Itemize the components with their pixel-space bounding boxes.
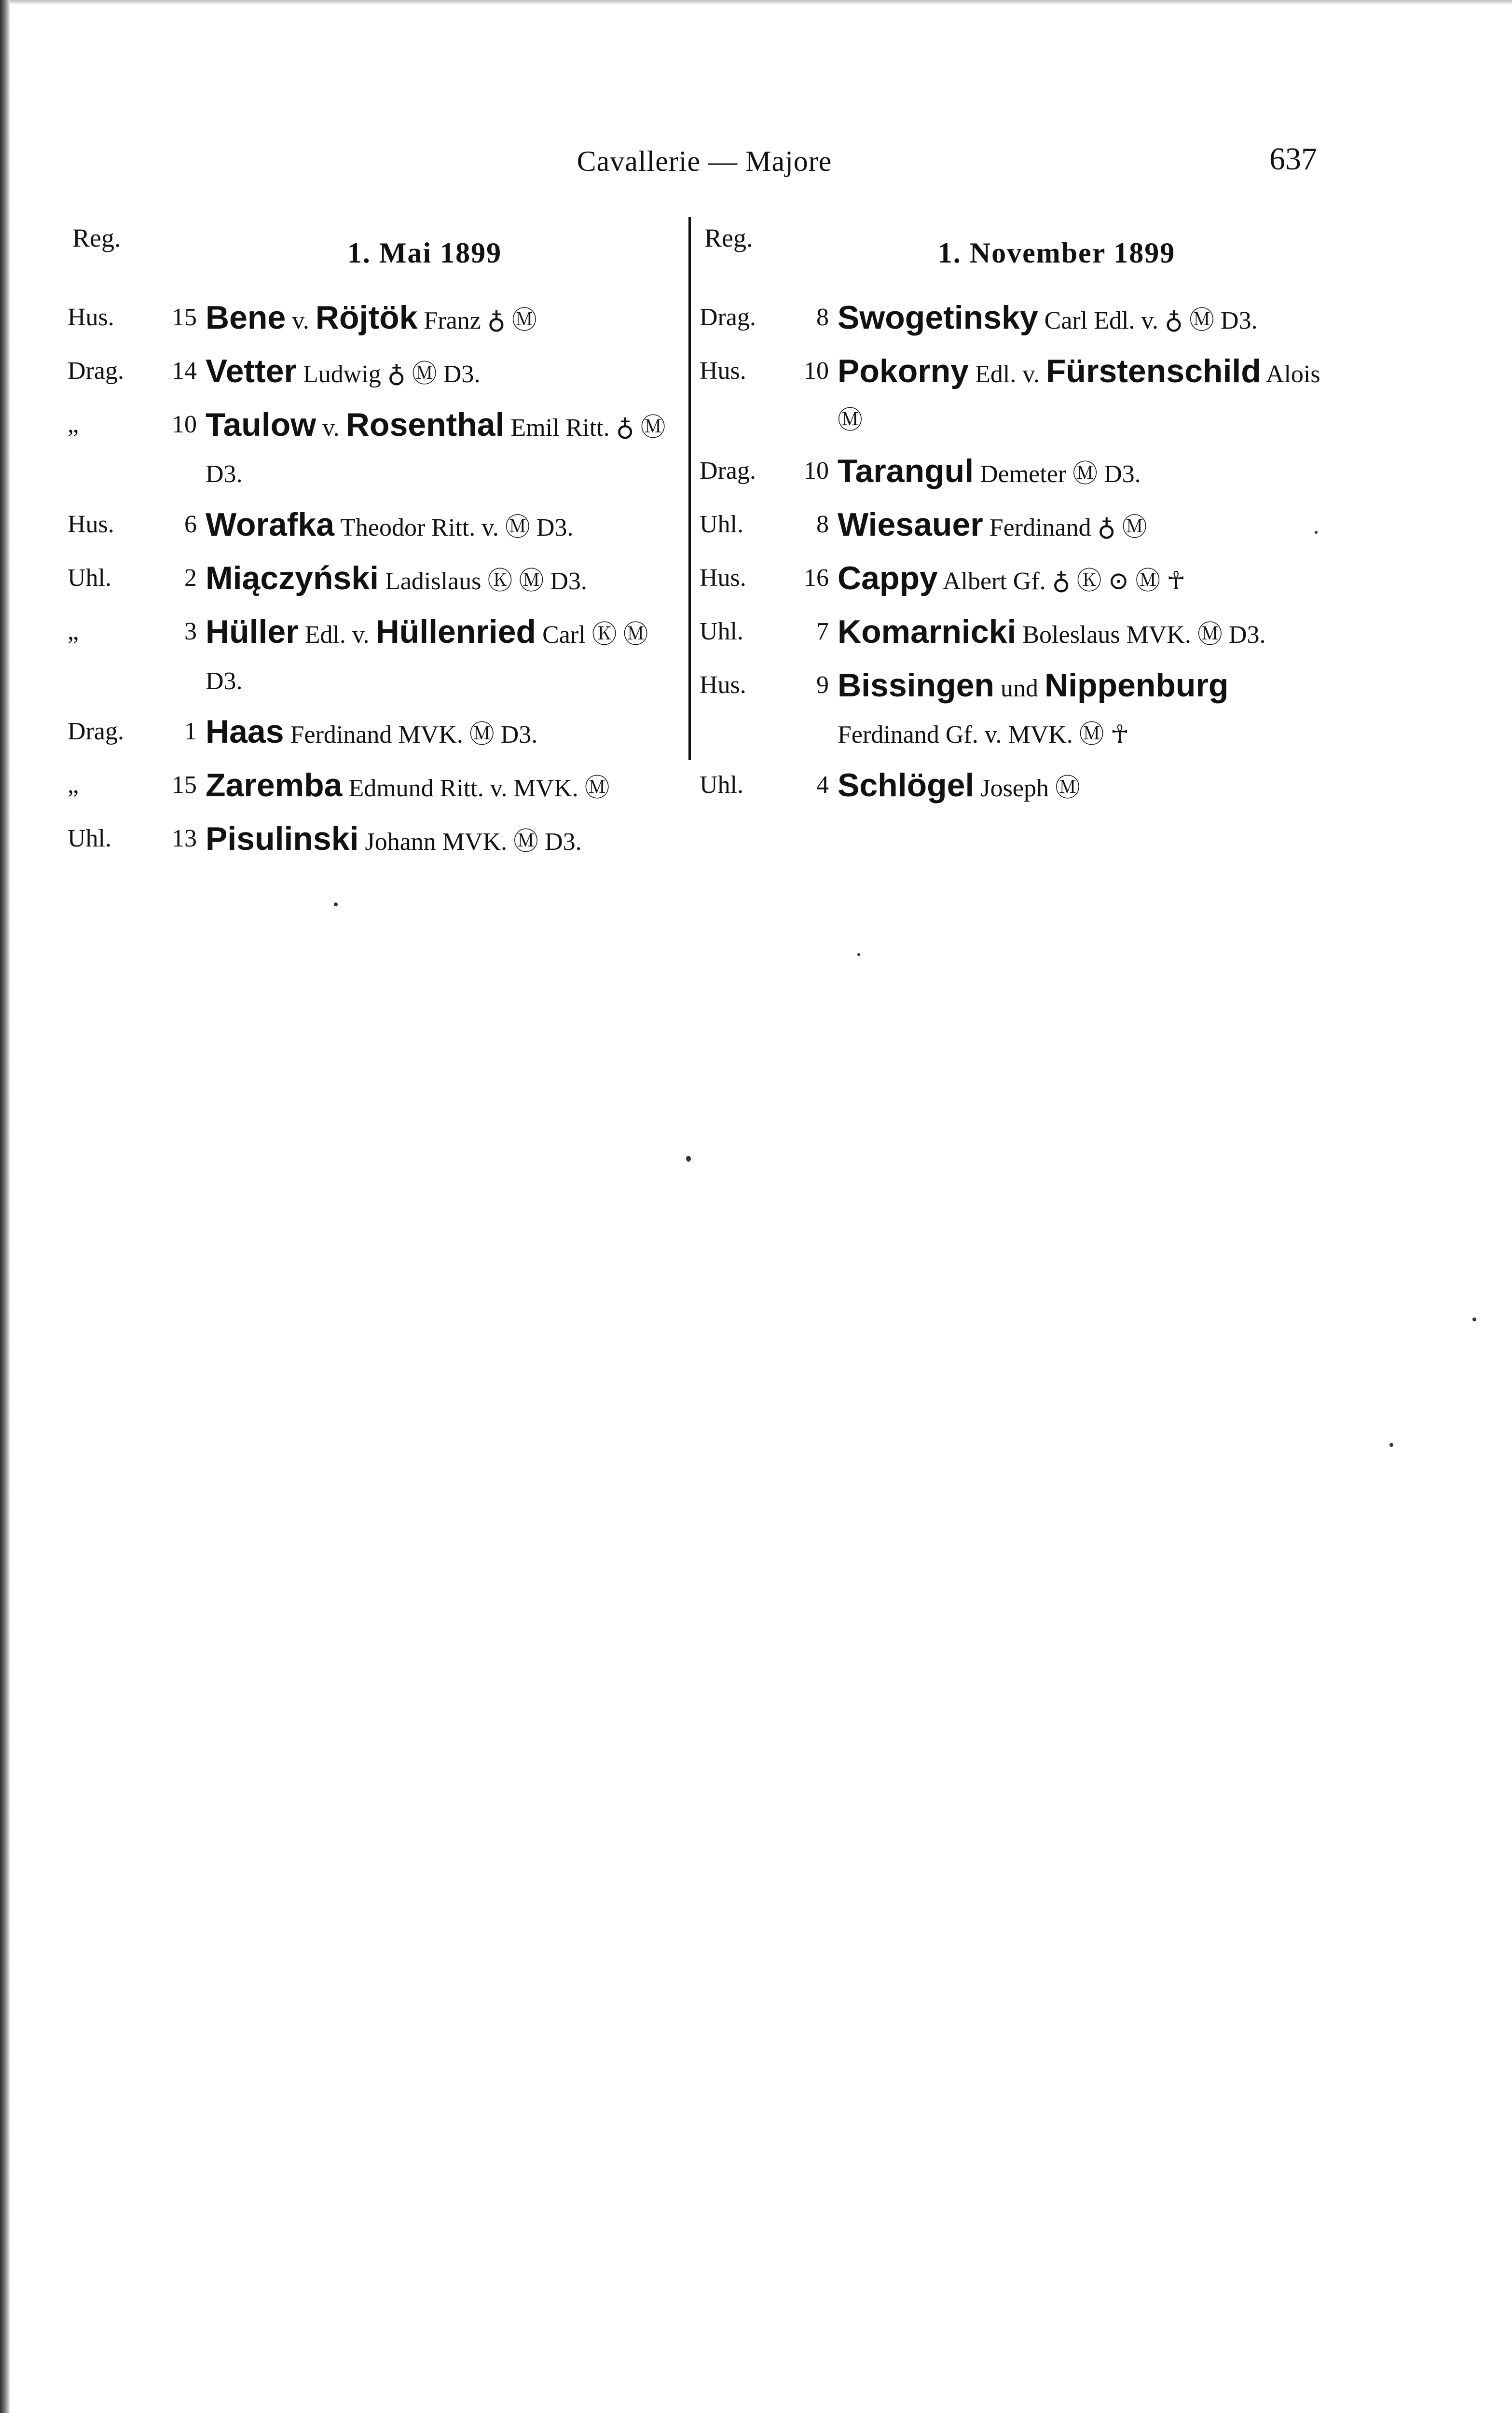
- page-spine-edge: [0, 0, 10, 2413]
- regiment-type: Hus.: [700, 357, 746, 385]
- officer-surname: Rosenthal: [345, 406, 505, 443]
- regiment-number: 8: [816, 304, 829, 331]
- heading-november-1899: 1. November 1899: [937, 237, 1176, 269]
- regiment-type: Hus.: [68, 304, 114, 331]
- officer-entry: [68, 402, 685, 498]
- regiment-type: „: [68, 618, 79, 645]
- regiment-number: 10: [172, 411, 197, 438]
- officer-surname: Worafka: [206, 506, 335, 543]
- officer-detail-text: und: [994, 675, 1045, 702]
- officer-details: [206, 609, 685, 705]
- officer-surname: Hüllenried: [375, 613, 536, 650]
- officer-detail-text: Emil Ritt. ♁ Ⓜ D3.: [206, 414, 666, 488]
- scan-speck: [1315, 531, 1318, 534]
- officer-entry: [700, 448, 1327, 498]
- officer-details: [206, 294, 685, 344]
- officer-detail-text: Theodor Ritt. v. Ⓜ D3.: [334, 514, 574, 541]
- officer-detail-text: Ladislaus Ⓚ Ⓜ D3.: [379, 568, 587, 595]
- officer-detail-text: Johann MVK. Ⓜ D3.: [358, 828, 582, 856]
- officer-detail-text: Demeter Ⓜ D3.: [974, 460, 1141, 488]
- regiment-type: Hus.: [700, 671, 746, 699]
- officer-entry: [700, 555, 1327, 605]
- officer-detail-text: Edl. v.: [969, 361, 1046, 388]
- regiment-type: „: [68, 411, 79, 438]
- officer-surname: Pisulinski: [206, 820, 359, 857]
- regiment-number: 10: [804, 357, 829, 385]
- reg-label-right: Reg.: [704, 223, 753, 252]
- officer-details: [838, 448, 1327, 498]
- officer-entry: [68, 555, 685, 605]
- regiment-type: Uhl.: [700, 511, 743, 538]
- regiment-type: Drag.: [68, 357, 124, 385]
- officer-detail-text: Franz ♁ Ⓜ: [417, 307, 537, 334]
- regiment-number: 9: [816, 671, 829, 699]
- officer-entry: [68, 609, 685, 705]
- officer-entry: [68, 501, 685, 551]
- officer-detail-text: Ferdinand ♁ Ⓜ: [983, 514, 1147, 541]
- officer-surname: Bissingen: [838, 667, 994, 704]
- page-number: 637: [1269, 141, 1317, 177]
- officer-surname: Nippenburg: [1044, 667, 1229, 704]
- officer-surname: Cappy: [838, 560, 938, 596]
- officer-entry: [68, 348, 685, 398]
- column-divider: [688, 217, 691, 760]
- officer-details: [206, 816, 685, 865]
- officer-details: [838, 662, 1327, 758]
- regiment-type: Uhl.: [700, 771, 743, 799]
- officer-surname: Haas: [206, 713, 284, 750]
- regiment-number: 6: [184, 511, 197, 538]
- regiment-type: Uhl.: [700, 618, 743, 645]
- officer-details: [838, 762, 1327, 812]
- officer-detail-text: Carl Ⓚ Ⓜ D3.: [206, 621, 648, 695]
- officer-detail-text: Ferdinand MVK. Ⓜ D3.: [284, 721, 538, 749]
- officer-detail-text: Joseph Ⓜ: [974, 775, 1080, 802]
- page-top-edge: [10, 0, 1512, 5]
- officer-entry: [700, 762, 1327, 812]
- officer-detail-text: Albert Gf. ♁ Ⓚ ⊙ Ⓜ ☥: [937, 568, 1186, 595]
- entry-list-left: [68, 294, 685, 869]
- officer-details: [206, 501, 685, 551]
- regiment-type: Uhl.: [68, 564, 111, 592]
- officer-details: [838, 609, 1327, 658]
- regiment-type: Drag.: [700, 304, 756, 331]
- officer-details: [838, 501, 1327, 551]
- officer-details: [206, 708, 685, 758]
- scan-speck: [857, 953, 860, 956]
- officer-details: [838, 348, 1327, 444]
- scan-speck: [686, 1156, 691, 1162]
- officer-surname: Miączyński: [206, 560, 379, 596]
- officer-entry: [700, 294, 1327, 344]
- officer-entry: [68, 708, 685, 758]
- officer-surname: Schlögel: [838, 767, 975, 804]
- officer-details: [206, 348, 685, 398]
- officer-detail-text: Alois Ⓜ: [838, 361, 1320, 434]
- regiment-number: 8: [816, 511, 829, 538]
- officer-detail-text: Boleslaus MVK. Ⓜ D3.: [1016, 621, 1266, 649]
- regiment-type: Hus.: [68, 511, 114, 538]
- regiment-type: „: [68, 771, 79, 799]
- officer-surname: Hüller: [206, 613, 299, 650]
- officer-detail-text: Ludwig ♁ Ⓜ D3.: [297, 361, 481, 388]
- officer-entry: [700, 348, 1327, 444]
- officer-surname: Zaremba: [206, 767, 343, 804]
- officer-surname: Komarnicki: [838, 613, 1017, 650]
- officer-detail-text: v.: [316, 414, 346, 442]
- regiment-number: 7: [816, 618, 829, 645]
- regiment-type: Drag.: [700, 457, 756, 485]
- reg-label-left: Reg.: [72, 223, 121, 252]
- regiment-type: Uhl.: [68, 825, 111, 852]
- regiment-number: 10: [804, 457, 829, 485]
- scan-speck: [334, 902, 338, 906]
- regiment-number: 14: [172, 357, 197, 385]
- officer-details: [838, 294, 1327, 344]
- officer-entry: [68, 816, 685, 865]
- officer-surname: Vetter: [206, 353, 297, 389]
- officer-details: [838, 555, 1327, 605]
- officer-detail-text: v.: [286, 307, 316, 334]
- officer-entry: [68, 762, 685, 812]
- officer-surname: Bene: [206, 299, 286, 336]
- officer-entry: [700, 501, 1327, 551]
- officer-entry: [68, 294, 685, 344]
- officer-detail-text: Edl. v.: [298, 621, 376, 649]
- regiment-number: 16: [804, 564, 829, 592]
- officer-details: [206, 555, 685, 605]
- officer-entry: [700, 662, 1327, 758]
- officer-surname: Taulow: [206, 406, 316, 443]
- regiment-number: 4: [816, 771, 829, 799]
- officer-detail-text: Ferdinand Gf. v. MVK. Ⓜ ☥: [838, 721, 1129, 749]
- regiment-type: Hus.: [700, 564, 746, 592]
- officer-surname: Fürstenschild: [1045, 353, 1261, 389]
- officer-details: [206, 402, 685, 498]
- officer-surname: Röjtök: [315, 299, 418, 336]
- entry-list-right: [700, 294, 1327, 816]
- regiment-number: 3: [184, 618, 197, 645]
- regiment-number: 1: [184, 718, 197, 745]
- officer-surname: Swogetinsky: [838, 299, 1038, 336]
- regiment-number: 15: [172, 771, 197, 799]
- officer-surname: Pokorny: [838, 353, 969, 389]
- regiment-number: 13: [172, 825, 197, 852]
- officer-detail-text: Carl Edl. v. ♁ Ⓜ D3.: [1038, 307, 1258, 334]
- officer-detail-text: Edmund Ritt. v. MVK. Ⓜ: [342, 775, 610, 802]
- officer-surname: Tarangul: [838, 453, 974, 489]
- scan-speck: [1389, 1443, 1393, 1447]
- regiment-number: 2: [184, 564, 197, 592]
- regiment-type: Drag.: [68, 718, 124, 745]
- officer-entry: [700, 609, 1327, 658]
- heading-mai-1899: 1. Mai 1899: [347, 237, 502, 269]
- officer-details: [206, 762, 685, 812]
- running-header: Cavallerie — Majore: [577, 145, 832, 177]
- regiment-number: 15: [172, 304, 197, 331]
- scan-speck: [1472, 1317, 1476, 1321]
- officer-surname: Wiesauer: [838, 506, 983, 543]
